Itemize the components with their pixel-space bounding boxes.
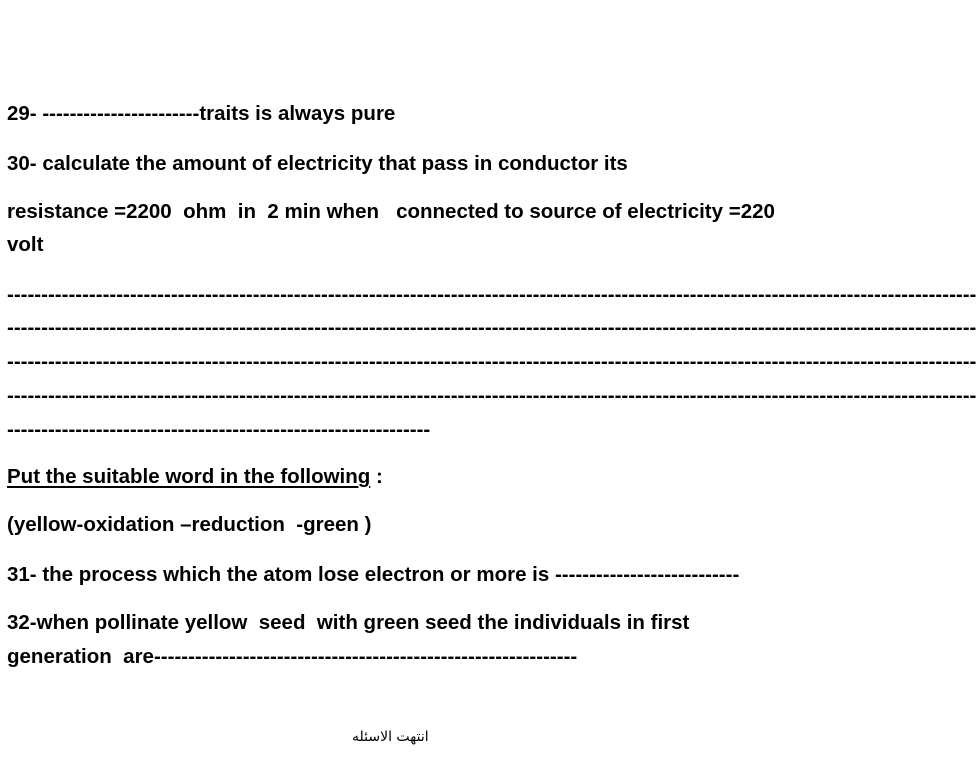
question-29: 29- -----------------------traits is always pure <box>7 102 396 125</box>
answer-line-4: ---------------------------------------------------------------------------------------------------------------------------------------------- <box>7 384 976 407</box>
question-32-line-1: 32-when pollinate yellow seed with green seed the individuals in first <box>7 611 690 634</box>
answer-line-2: ---------------------------------------------------------------------------------------------------------------------------------------------- <box>7 316 976 339</box>
section-heading-text: Put the suitable word in the following <box>7 465 371 488</box>
answer-line-1: ---------------------------------------------------------------------------------------------------------------------------------------------- <box>7 283 976 306</box>
answer-line-3: ---------------------------------------------------------------------------------------------------------------------------------------------- <box>7 350 976 373</box>
question-31: 31- the process which the atom lose electron or more is --------------------------- <box>7 563 740 586</box>
question-30-line-3: volt <box>7 233 44 256</box>
section-heading <box>7 465 383 489</box>
question-30-line-2: resistance =2200 ohm in 2 min when connected to source of electricity =220 <box>7 200 775 223</box>
end-of-questions-footer: انتهت الاسئله <box>352 729 429 745</box>
answer-line-5: -------------------------------------------------------------- <box>7 418 431 441</box>
section-heading-colon: : <box>370 465 383 488</box>
word-bank: (yellow-oxidation –reduction -green ) <box>7 513 372 536</box>
question-32-line-2: generation are-------------------------------------------------------------- <box>7 645 578 668</box>
question-30-line-1: 30- calculate the amount of electricity that pass in conductor its <box>7 152 628 175</box>
